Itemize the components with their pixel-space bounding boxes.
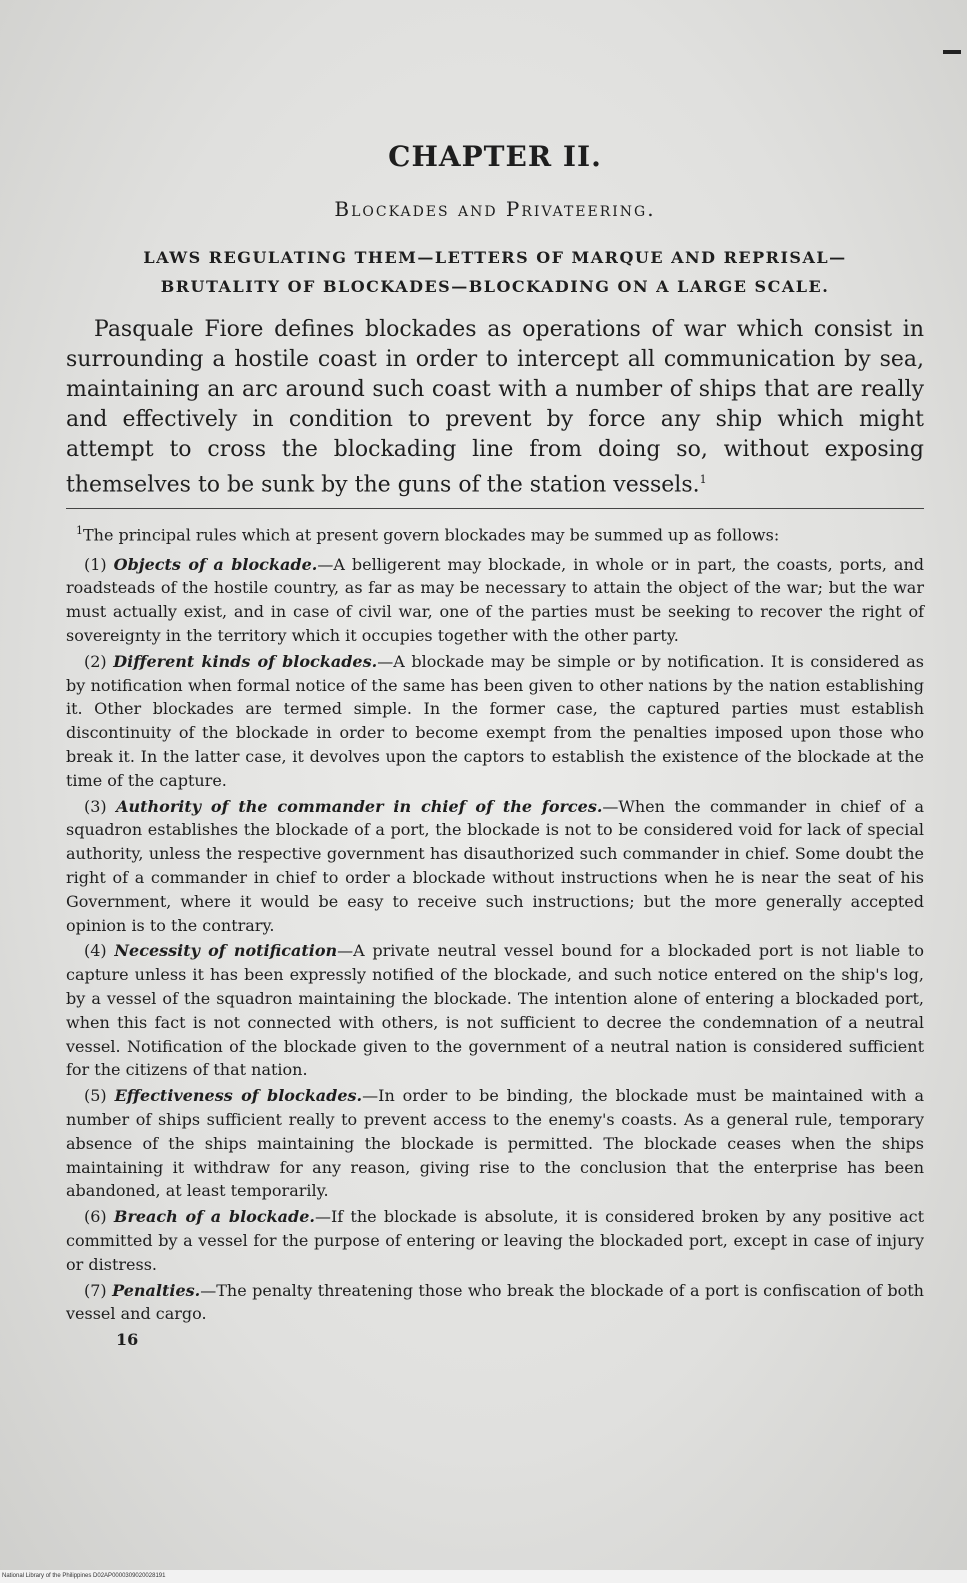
footnote-item <box>66 1205 924 1276</box>
body-paragraph <box>66 315 924 500</box>
footnote-heading: Penalties. <box>112 1280 201 1300</box>
footnote-reference: 1 <box>699 473 707 486</box>
footnote-heading: Effectiveness of blockades. <box>114 1086 363 1106</box>
footnote-item <box>66 1084 924 1203</box>
footnote-intro-text: The principal rules which at present govern blockades may be summed up as follows: <box>83 525 780 545</box>
book-page <box>66 140 924 1349</box>
archive-footer: National Library of the Philippines D02AP0000309020028191 <box>0 1570 967 1583</box>
footnote-heading: Objects of a blockade. <box>113 554 318 574</box>
footnote-heading: Authority of the commander in chief of the forces. <box>116 796 603 816</box>
footnote-item <box>66 1279 924 1327</box>
footnote-text: —A blockade may be simple or by notification. It is considered as by notification when formal notice of the same has been given to other nations by the nation establishing it. Other blockades are termed simple. In the former case, the captured parties must establish discontinuity of the blockade in order to become exempt from the penalties imposed upon those who break it. In the latter case, it devolves upon the captors to establish the existence of the blockade at the time of the capture. <box>66 651 924 790</box>
footnote-divider <box>66 508 924 509</box>
footnote-heading: Breach of a blockade. <box>113 1207 315 1227</box>
footnote-list <box>66 553 924 1327</box>
footnote-text: —When the commander in chief of a squadron establishes the blockade of a port, the blockade is not to be considered void for lack of special authority, unless the respective government has disauthorized such commander in chief. Some doubt the right of a commander in chief to order a blockade without instructions when he is near the seat of his Government, where it would be easy to receive such instructions; but the more generally accepted opinion is to the contrary. <box>66 796 925 935</box>
chapter-heading: CHAPTER II. <box>388 140 602 173</box>
body-text: Pasquale Fiore defines blockades as operations of war which consist in surrounding a hostile coast in order to intercept all communication by sea, maintaining an arc around such coast with a number of ships that are really and effectively in condition to prevent by force any ship which might attempt to cross the blockading line from doing so, without exposing themselves to be sunk by the guns of the station vessels. <box>66 317 924 498</box>
footnote-number: (6) <box>84 1207 107 1227</box>
footnote-number: (1) <box>84 554 107 574</box>
summary-line: LAWS REGULATING THEM—LETTERS OF MARQUE AND REPRISAL— <box>143 248 847 267</box>
footnote-marker: 1 <box>76 524 83 538</box>
footnote-item <box>66 795 924 938</box>
footnote-text: —A private neutral vessel bound for a blockaded port is not liable to capture unless it has been expressly notified of the blockade, and such notice entered on the ship's log, by a vessel of the squadron maintaining the blockade. The intention alone of entering a blockaded port, when this fact is not connected with others, is not sufficient to decree the condemnation of a neutral vessel. Notification of the blockade given to the government of a neutral nation is considered sufficient for the citizens of that nation. <box>66 941 924 1080</box>
footnote-number: (7) <box>84 1280 107 1300</box>
footnote-number: (2) <box>84 651 107 671</box>
footnote-number: (4) <box>84 941 107 961</box>
footnote-item <box>66 939 924 1082</box>
footnote-text: —The penalty threatening those who break the blockade of a port is confiscation of both vessel and cargo. <box>66 1280 924 1324</box>
footnote-text: —If the blockade is absolute, it is considered broken by any positive act committed by a vessel for the purpose of entering or leaving the blockaded port, except in case of injury or distress. <box>66 1207 925 1274</box>
footnote-number: (5) <box>84 1086 107 1106</box>
chapter-subtitle: Blockades and Privateering. <box>334 197 656 221</box>
chapter-summary <box>66 243 924 301</box>
footnote-item <box>66 553 924 648</box>
page-number: 16 <box>116 1330 139 1350</box>
footnote-heading: Necessity of notification <box>114 941 338 961</box>
footnote-heading: Different kinds of blockades. <box>113 651 378 671</box>
footnote-item <box>66 650 924 793</box>
footnote-intro <box>66 519 924 546</box>
footnote-text: —In order to be binding, the blockade must be maintained with a number of ships sufficient really to prevent access to the enemy's coasts. As a general rule, temporary absence of the ships maintaining the blockade is permitted. The blockade ceases when the ships maintaining it withdraw for any reason, giving rise to the conclusion that the enterprise has been abandoned, at least temporarily. <box>66 1086 925 1201</box>
footnote-text: —A belligerent may blockade, in whole or in part, the coasts, ports, and roadsteads of the hostile country, as far as may be necessary to attain the object of the war; but the war must actually exist, and in case of civil war, one of the parties must be seeking to recover the right of sovereignty in the territory which it occupies together with the other party. <box>66 554 925 646</box>
summary-line: BRUTALITY OF BLOCKADES—BLOCKADING ON A LARGE SCALE. <box>160 277 830 296</box>
footnote-number: (3) <box>84 796 107 816</box>
margin-mark <box>943 50 961 54</box>
